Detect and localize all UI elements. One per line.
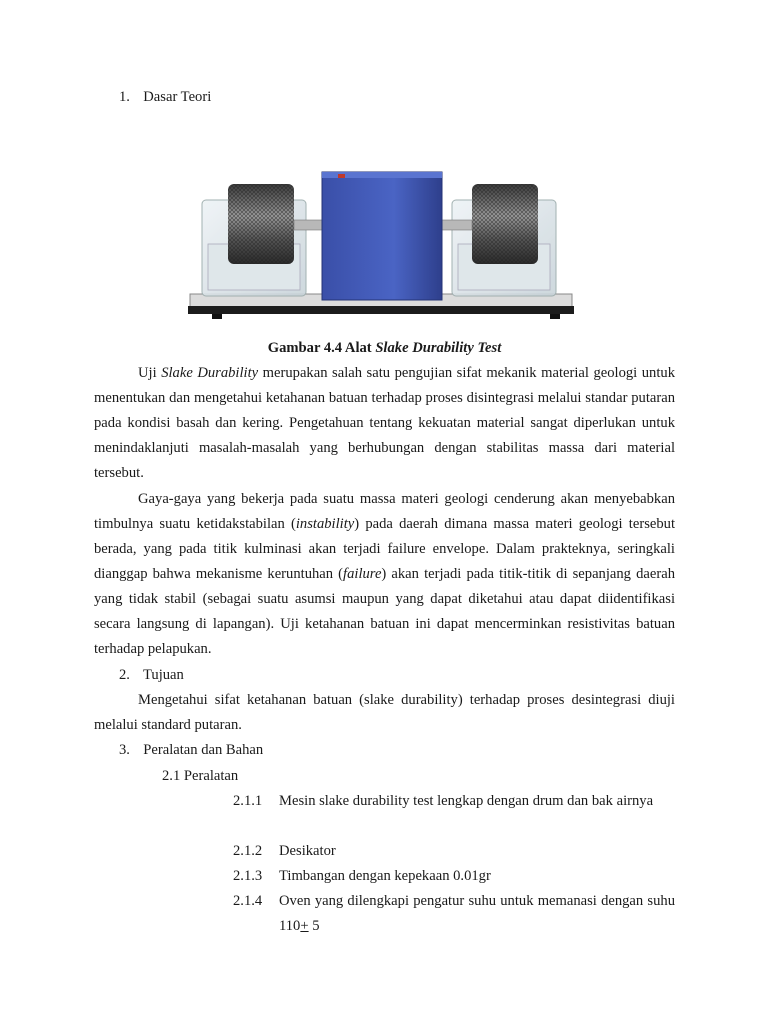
- paragraph-tujuan: [94, 688, 675, 738]
- section-3-heading: [119, 738, 263, 763]
- paragraph-instability: [94, 487, 675, 662]
- list-item-number: 2.1.4: [233, 893, 263, 909]
- p2-text-a: Gaya-gaya yang bekerja pada suatu massa materi geologi cenderung akan menyebabkan timbulnya suatu ketidakstabilan (: [94, 491, 675, 532]
- p2-italic-instability: instability: [295, 516, 355, 532]
- p2-italic-failure: failure: [343, 566, 382, 582]
- section-1-heading: [119, 85, 211, 110]
- list-item-text: Timbangan dengan kepekaan 0.01gr: [279, 868, 491, 884]
- list-item-text-b: 5: [308, 918, 320, 934]
- list-item-text: Mesin slake durability test lengkap dengan drum dan bak airnya: [279, 793, 654, 809]
- p1-text-a: Uji: [138, 365, 162, 381]
- list-item-text: [279, 889, 675, 939]
- subsection-peralatan-heading: [162, 764, 238, 789]
- p1-italic-term: Slake Durability: [161, 365, 259, 381]
- paragraph-slake-durability: [94, 361, 675, 486]
- section-3-title: Peralatan dan Bahan: [143, 742, 264, 758]
- p2-text-c: ) pada daerah dimana massa materi geologi tersebut berada, yang pada titik kulminasi akan terjadi failure envelope. Dalam prakteknya, seringkali dianggap bahwa mekanisme keruntuhan (: [94, 516, 675, 582]
- p2-text-e: ) akan terjadi pada titik-titik di sepanjang daerah yang tidak stabil (sebagai suatu asumsi maupun yang dapat diketahui atau dapat diidentifikasi secara langsung di lapangan). Uji ketahanan batuan ini dapat mencerminkan resistivitas batuan terhadap pelapukan.: [94, 566, 675, 657]
- slake-durability-apparatus-image: [172, 154, 596, 332]
- caption-prefix: Gambar 4.4 Alat: [267, 340, 376, 356]
- p3-text: Mengetahui sifat ketahanan batuan (slake durability) terhadap proses desintegrasi diuji melalui standard putaran.: [94, 692, 675, 733]
- figure-caption: [94, 336, 675, 361]
- section-2-title: Tujuan: [143, 667, 184, 683]
- list-item-number: 2.1.2: [233, 843, 263, 859]
- section-1-number: 1.: [119, 89, 130, 105]
- list-item-text-a: Oven yang dilengkapi pengatur suhu untuk memanasi dengan suhu 110: [279, 893, 675, 934]
- list-item-number: 2.1.1: [233, 793, 263, 809]
- section-2-heading: [119, 663, 184, 688]
- section-1-title: Dasar Teori: [143, 89, 212, 105]
- caption-italic: Slake Durability Test: [375, 340, 502, 356]
- section-2-number: 2.: [119, 667, 130, 683]
- list-item-text: Desikator: [279, 843, 336, 859]
- list-item-number: 2.1.3: [233, 868, 263, 884]
- p1-text-c: merupakan salah satu pengujian sifat mekanik material geologi untuk menentukan dan mengetahui ketahanan batuan terhadap proses disintegrasi melalui standar putaran pada kondisi basah dan kering. Pengetahuan tentang kekuatan material sangat diperlukan untuk menindaklanjuti masalah-masalah yang berhubungan dengan stabilitas massa dari material tersebut.: [94, 365, 676, 481]
- subsection-title: 2.1 Peralatan: [162, 768, 239, 784]
- section-3-number: 3.: [119, 742, 130, 758]
- apparatus-illustration: [172, 154, 596, 332]
- plus-minus-sign: +: [300, 918, 309, 934]
